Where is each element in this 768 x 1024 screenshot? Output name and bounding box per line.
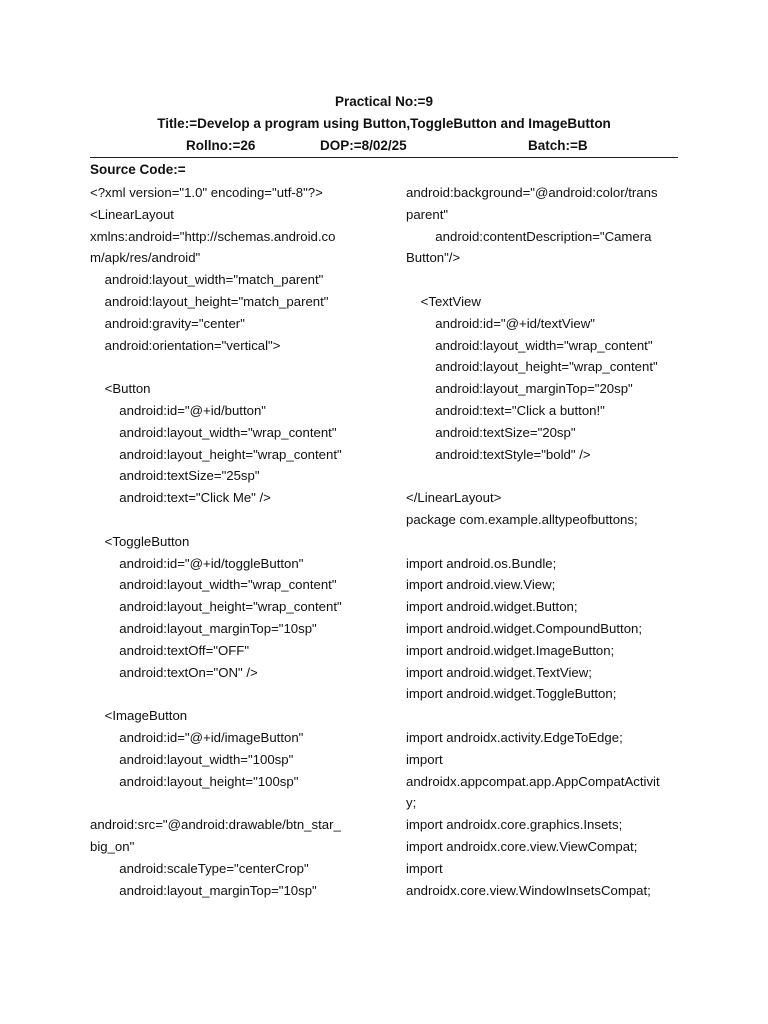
code-line: android:id="@+id/textView" — [406, 315, 595, 331]
code-line: android:src="@android:drawable/btn_star_ — [90, 817, 341, 833]
code-line: Button"/> — [406, 250, 461, 266]
code-line: <ToggleButton — [90, 533, 190, 549]
code-line: <?xml version="1.0" encoding="utf-8"?> — [90, 185, 323, 200]
code-line: android:textSize="20sp" — [406, 424, 576, 440]
code-line: import android.widget.ImageButton; — [406, 642, 615, 658]
code-line: import android.widget.Button; — [406, 599, 578, 615]
code-line: android:background="@android:color/trans — [406, 185, 658, 200]
practical-title: Title:=Develop a program using Button,ToggleButton and ImageButton — [157, 116, 611, 131]
code-line: android:layout_marginTop="10sp" — [90, 882, 317, 898]
code-line: m/apk/res/android" — [90, 250, 201, 266]
code-line — [90, 792, 380, 814]
code-line: <Button — [90, 381, 151, 397]
code-line: androidx.appcompat.app.AppCompatActivit — [406, 773, 660, 789]
code-line: <LinearLayout — [90, 206, 174, 222]
code-line: big_on" — [90, 838, 135, 854]
code-line — [406, 269, 696, 291]
code-line: android:contentDescription="Camera — [406, 228, 652, 244]
code-line: android:id="@+id/button" — [90, 402, 266, 418]
code-line — [90, 509, 380, 531]
code-line: parent" — [406, 206, 449, 222]
code-line: y; — [406, 795, 417, 811]
code-line: android:layout_height="wrap_content" — [90, 599, 342, 615]
code-line: import android.widget.TextView; — [406, 664, 592, 680]
code-line: import androidx.core.graphics.Insets; — [406, 817, 623, 833]
code-column-left — [90, 182, 380, 901]
code-line: android:layout_width="wrap_content" — [406, 337, 653, 353]
code-line: </LinearLayout> — [406, 490, 502, 506]
practical-number: Practical No:=9 — [335, 94, 433, 109]
code-line: android:layout_width="match_parent" — [90, 272, 324, 288]
code-line: android:textOn="ON" /> — [90, 664, 258, 680]
code-line: android:layout_width="wrap_content" — [90, 424, 337, 440]
code-line: <TextView — [406, 293, 481, 309]
code-line — [406, 465, 696, 487]
code-line: android:scaleType="centerCrop" — [90, 860, 309, 876]
code-line: import android.view.View; — [406, 577, 556, 593]
code-line: android:layout_width="wrap_content" — [90, 577, 337, 593]
code-line: import — [406, 751, 443, 767]
code-line — [90, 683, 380, 705]
code-line: import android.widget.ToggleButton; — [406, 686, 617, 702]
code-line — [90, 356, 380, 378]
code-line: android:gravity="center" — [90, 315, 245, 331]
code-line: import android.widget.CompoundButton; — [406, 620, 643, 636]
batch: Batch:=B — [528, 138, 588, 153]
code-line: android:textStyle="bold" /> — [406, 446, 591, 462]
code-line: import — [406, 860, 443, 876]
code-line: android:text="Click Me" /> — [90, 490, 271, 506]
code-line: android:id="@+id/toggleButton" — [90, 555, 304, 571]
code-line: androidx.core.view.WindowInsetsCompat; — [406, 882, 651, 898]
code-line: import androidx.core.view.ViewCompat; — [406, 838, 638, 854]
date-of-practical: DOP:=8/02/25 — [320, 138, 407, 153]
code-column-right — [406, 182, 696, 901]
code-line — [406, 705, 696, 727]
code-line: android:layout_marginTop="10sp" — [90, 620, 317, 636]
code-line: <ImageButton — [90, 708, 188, 724]
code-line: android:textSize="25sp" — [90, 468, 260, 484]
code-line: android:textOff="OFF" — [90, 642, 250, 658]
code-line: android:text="Click a button!" — [406, 402, 605, 418]
code-line: import android.os.Bundle; — [406, 555, 557, 571]
code-line: xmlns:android="http://schemas.android.co — [90, 228, 336, 244]
code-line: android:layout_width="100sp" — [90, 751, 294, 767]
code-line: android:layout_height="match_parent" — [90, 293, 329, 309]
code-line: android:orientation="vertical"> — [90, 337, 281, 353]
code-line: package com.example.alltypeofbuttons; — [406, 511, 638, 527]
header-divider — [90, 157, 678, 158]
code-line: android:layout_height="100sp" — [90, 773, 299, 789]
code-line — [406, 531, 696, 553]
code-line: android:id="@+id/imageButton" — [90, 729, 304, 745]
source-code-label: Source Code:= — [90, 162, 186, 177]
code-line: android:layout_marginTop="20sp" — [406, 381, 633, 397]
code-line: import androidx.activity.EdgeToEdge; — [406, 729, 623, 745]
code-line: android:layout_height="wrap_content" — [90, 446, 342, 462]
roll-number: Rollno:=26 — [186, 138, 256, 153]
code-line: android:layout_height="wrap_content" — [406, 359, 658, 375]
